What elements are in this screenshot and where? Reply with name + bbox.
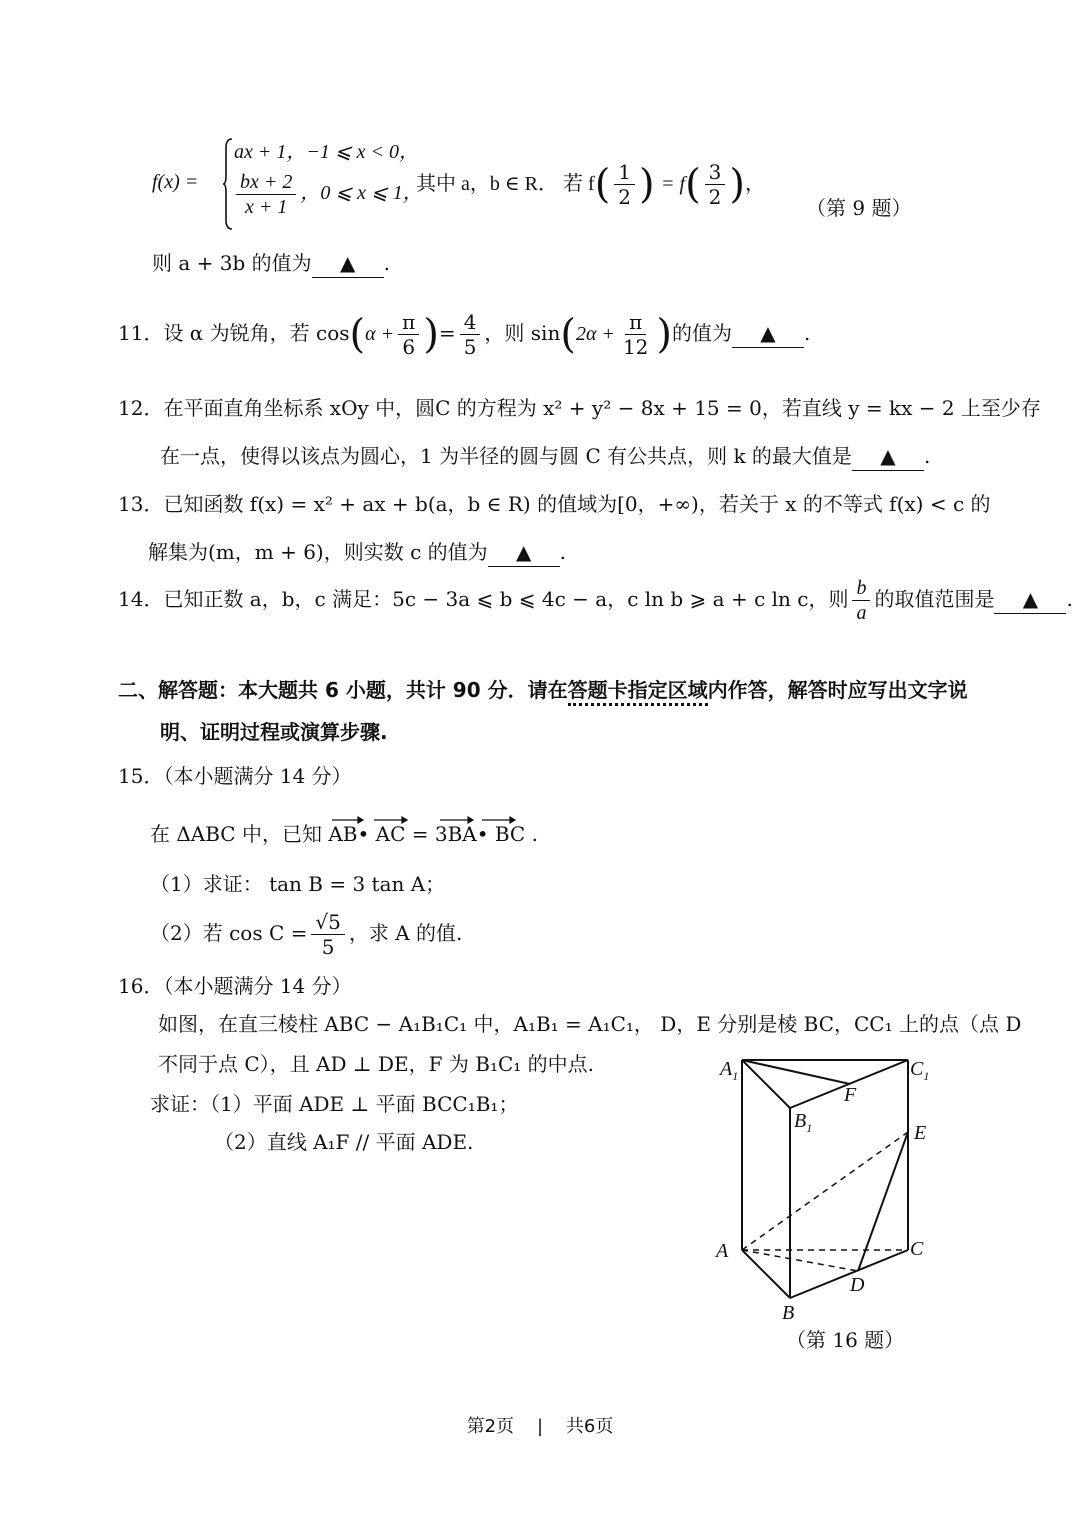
- q16-figure-caption: （第 16 题）: [786, 1328, 905, 1352]
- label-C1-sub: 1: [923, 1069, 930, 1083]
- q10-frac1-den: 2: [618, 185, 632, 209]
- q11-eq: =: [438, 321, 456, 345]
- q10-case2: [232, 170, 423, 219]
- q11-frac2-den: 5: [463, 335, 477, 359]
- section2-heading-line1: [118, 676, 968, 704]
- label-A1-sub: 1: [732, 1069, 739, 1083]
- q10-frac2-den: 2: [708, 185, 722, 209]
- q10-case2-cond: ，0 ⩽ x ⩽ 1，: [300, 182, 423, 205]
- q11-arg1: α +: [365, 323, 395, 345]
- q14: [118, 576, 1073, 625]
- page-footer: [0, 1412, 1080, 1438]
- footer-total: 共6页: [565, 1416, 614, 1437]
- section2-text-b: 内作答，解答时应写出文字说: [707, 678, 968, 702]
- q11-text2: ，则 sin: [484, 321, 561, 345]
- q16-line3: 求证：（1）平面 ADE ⊥ 平面 BCC₁B₁；: [150, 1092, 519, 1116]
- q10-case2-num: bx + 2: [236, 170, 296, 195]
- q10-end: .: [383, 251, 390, 275]
- q14-text2: 的取值范围是: [874, 587, 995, 611]
- label-C: C: [910, 1238, 924, 1260]
- label-A1: [720, 1058, 738, 1084]
- q10-question: [152, 249, 390, 278]
- q11-frac2-num: 4: [460, 310, 481, 335]
- q10-case2-fraction: [236, 170, 296, 219]
- label-C1-text: C: [910, 1058, 924, 1080]
- footer-page: 第2页: [466, 1416, 515, 1437]
- prism-figure: [700, 1050, 960, 1320]
- label-C1: [910, 1058, 929, 1084]
- q15-part2-end: ，求 A 的值.: [348, 921, 463, 945]
- q12-end: .: [923, 444, 931, 468]
- answer-blank: ▲: [852, 442, 924, 471]
- q13-line1: 13．已知函数 f(x) = x² + ax + b(a，b ∈ R) 的值域为[0，+∞)，若关于 x 的不等式 f(x) < c 的: [118, 492, 991, 516]
- q14-text1: 14．已知正数 a，b，c 满足：5c − 3a ⩽ b ⩽ 4c − a，c ln b ⩾ a + c ln c，则: [118, 587, 849, 611]
- section2-heading-line2: 明、证明过程或演算步骤.: [160, 720, 388, 744]
- vector-arrows: [330, 814, 530, 826]
- q12-line2: [160, 442, 930, 471]
- q13-line2-text: 解集为(m，m + 6)，则实数 c 的值为: [148, 540, 488, 564]
- q11-frac1-den: 6: [402, 335, 416, 359]
- q10-figure-caption: （第 9 题）: [806, 196, 912, 220]
- q10-mid-text: 其中 a，b ∈ R． 若 f: [416, 173, 595, 195]
- section2-emphasis: 答题卡指定区域: [568, 678, 708, 706]
- q13-end: .: [559, 540, 567, 564]
- q11-arg2: 2α +: [575, 323, 615, 345]
- q11-frac3-num: π: [625, 310, 646, 335]
- answer-blank: ▲: [488, 538, 560, 567]
- q10-case2-den: x + 1: [245, 196, 288, 218]
- q10-case1: ax + 1，−1 ⩽ x < 0，: [234, 141, 419, 163]
- q15-head: 15．（本小题满分 14 分）: [118, 764, 352, 788]
- label-B1-sub: 1: [806, 1121, 813, 1135]
- answer-blank: ▲: [994, 585, 1066, 614]
- q15-part2-text: （2）若 cos C =: [150, 921, 308, 945]
- label-B1: [794, 1110, 812, 1136]
- section2-text-a: 二、解答题：本大题共 6 小题，共计 90 分．请在: [118, 678, 568, 702]
- q15-part2-den: 5: [321, 935, 335, 959]
- q14-frac-den: a: [856, 602, 867, 624]
- q10-equals: = f: [661, 173, 686, 195]
- q15-statement: 在 ΔABC 中，已知 AB• AC = 3BA• BC .: [150, 822, 538, 846]
- q16-line2: 不同于点 C），且 AD ⊥ DE，F 为 B₁C₁ 的中点.: [158, 1052, 594, 1076]
- q15-part2: [150, 910, 462, 959]
- q10-frac2-num: 3: [705, 160, 726, 185]
- q10-condition: 其中 a，b ∈ R． 若 f( $\frac{1}{2}$ ) = f( $\frac{3}{2}$ )，: [416, 160, 766, 209]
- q11: 11．设 α 为锐角，若 cos(α + $\frac{\pi}{6}$ )= $\frac{4}{5}$ ，则 sin(2α + $\frac{\pi}{12}$ )的值为 ▲ .: [118, 310, 811, 359]
- footer-separator: |: [536, 1416, 544, 1437]
- label-E: E: [914, 1122, 927, 1144]
- q11-text1: 11．设 α 为锐角，若 cos: [118, 321, 350, 345]
- q12-line2-text: 在一点，使得以该点为圆心，1 为半径的圆与圆 C 有公共点，则 k 的最大值是: [160, 444, 852, 468]
- label-A1-text: A: [720, 1058, 733, 1080]
- answer-blank: ▲: [732, 319, 804, 348]
- q14-frac-num: b: [852, 576, 870, 601]
- q11-text3: 的值为: [672, 321, 732, 345]
- label-A: A: [716, 1240, 729, 1262]
- q15-part2-num: √5: [311, 910, 344, 935]
- label-D: D: [850, 1274, 865, 1296]
- q11-frac3-den: 12: [622, 335, 649, 359]
- q14-end: .: [1066, 587, 1073, 611]
- q10-lhs: f(x) =: [152, 171, 199, 193]
- q11-frac1-num: π: [398, 310, 419, 335]
- label-B: B: [782, 1302, 795, 1324]
- label-F: F: [844, 1084, 857, 1106]
- answer-blank: ▲: [312, 249, 384, 278]
- q10-frac1-num: 1: [614, 160, 635, 185]
- label-B1-text: B: [794, 1110, 807, 1132]
- q16-line4: （2）直线 A₁F // 平面 ADE.: [214, 1130, 474, 1154]
- q15-part1: （1）求证： tan B = 3 tan A；: [150, 872, 446, 896]
- q16-line1: 如图，在直三棱柱 ABC − A₁B₁C₁ 中，A₁B₁ = A₁C₁， D，E 分别是棱 BC，CC₁ 上的点（点 D: [158, 1012, 1022, 1036]
- q11-end: .: [804, 321, 811, 345]
- q10-question-text: 则 a + 3b 的值为: [152, 251, 312, 275]
- q10-comma: ，: [745, 171, 766, 195]
- q12-line1: 12．在平面直角坐标系 xOy 中，圆C 的方程为 x² + y² − 8x + 15 = 0，若直线 y = kx − 2 上至少存: [118, 396, 1041, 420]
- q16-head: 16．（本小题满分 14 分）: [118, 974, 352, 998]
- q13-line2: [148, 538, 566, 567]
